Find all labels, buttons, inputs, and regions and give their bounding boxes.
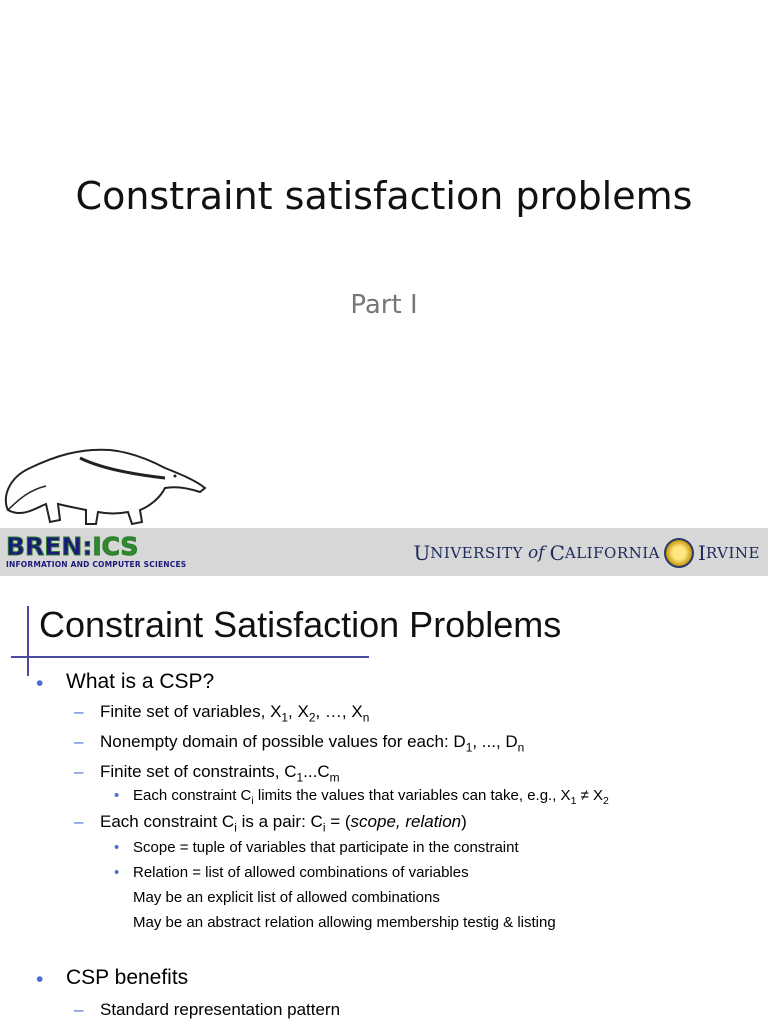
bullet-icon: • <box>36 672 44 695</box>
title-accent-vertical <box>27 606 29 676</box>
bullet-icon: • <box>36 968 44 991</box>
uc-seal-icon <box>664 538 694 568</box>
slide-title: Constraint satisfaction problems <box>75 174 693 218</box>
dash-icon: – <box>74 732 84 751</box>
sub-abstract-relation: May be an abstract relation allowing membership testig & listing <box>133 914 556 931</box>
sub-explicit-list: May be an explicit list of allowed combinations <box>133 889 440 906</box>
sub-constraint-limits: Each constraint $C_i$ limits the values that variables can take, e.g., $X_1 \ne X_2$ <box>133 787 609 807</box>
dash-icon: – <box>74 702 84 721</box>
bullet-icon: • <box>114 839 120 856</box>
sub-domain: Nonempty domain of possible values for each: $D_1$, ..., $D_n$ <box>100 732 525 755</box>
sub-variables: Finite set of variables, $X_1$, $X_2$, …, $X_n$ <box>100 702 370 725</box>
title-accent-horizontal <box>11 656 369 658</box>
sub-scope: Scope = tuple of variables that participate in the constraint <box>133 839 519 856</box>
sub-standard-representation: Standard representation pattern <box>100 1000 341 1019</box>
bren-ics-logo: BREN:ICS INFORMATION AND COMPUTER SCIENCES <box>6 532 187 569</box>
sub-relation: Relation = list of allowed combinations of variables <box>133 864 469 881</box>
sub-constraints: Finite set of constraints, $C_1...C_m$ <box>100 762 340 785</box>
uci-logo: U NIVERSITY of C ALIFORNIA I RVINE <box>413 538 760 568</box>
bullet-icon: • <box>114 787 120 804</box>
bullet-icon: • <box>114 864 120 881</box>
sub-constraint-pair: Each constraint $C_i$ is a pair: $C_i$ = (scope, relation) <box>100 812 467 835</box>
bullet-csp-benefits: CSP benefits <box>66 966 189 989</box>
dash-icon: – <box>74 1000 84 1019</box>
content-slide <box>0 576 768 1024</box>
anteater-icon <box>0 438 215 530</box>
logo-band <box>0 528 768 576</box>
bullet-what-is-csp: What is a CSP? <box>66 670 215 693</box>
content-title: Constraint Satisfaction Problems <box>39 604 562 645</box>
dash-icon: – <box>74 762 84 781</box>
slide-subtitle: Part I <box>350 290 418 320</box>
dash-icon: – <box>74 812 84 831</box>
